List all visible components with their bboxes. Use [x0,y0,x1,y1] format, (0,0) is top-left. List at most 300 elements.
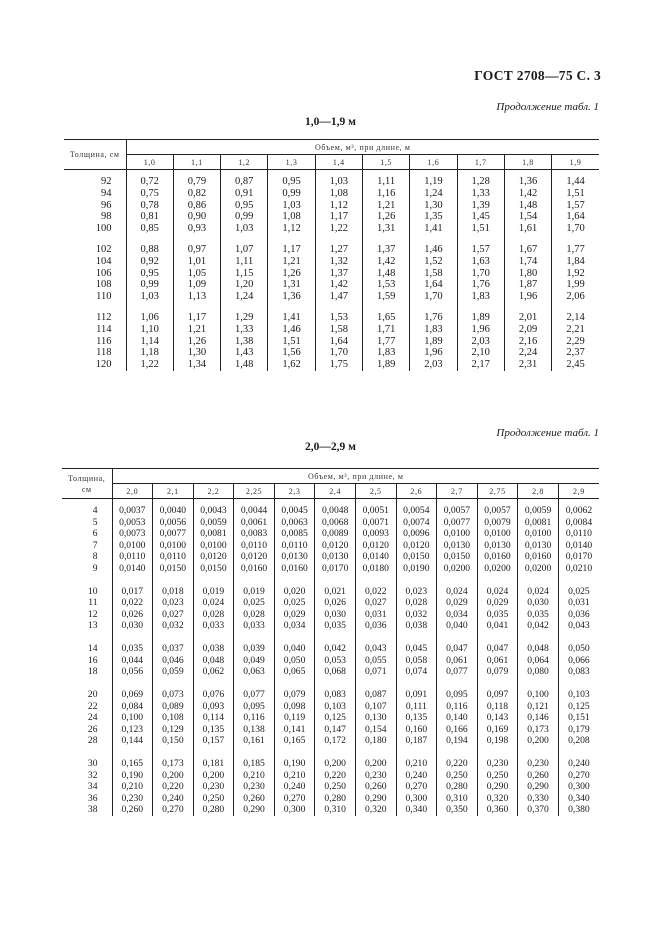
volume-cell: 0,380 [558,804,599,816]
volume-cell: 1,53 [362,279,409,291]
volume-cell: 1,24 [410,188,457,200]
volume-cell: 1,06 [126,312,173,324]
volume-cell: 0,0096 [396,528,437,540]
group-gap [62,747,112,759]
volume-cell: 1,96 [457,324,504,336]
volume-cell: 0,025 [234,597,275,609]
group-gap [518,574,559,586]
volume-cell: 0,151 [558,712,599,724]
group-gap [315,303,362,312]
volume-cell: 0,0160 [234,563,275,575]
volume-cell: 1,44 [552,170,599,188]
volume-cell: 0,169 [477,724,518,736]
group-gap [234,574,275,586]
table-row [62,735,599,747]
volume-cell: 1,99 [552,279,599,291]
volume-cell: 0,300 [274,804,315,816]
volume-cell: 0,0130 [315,551,356,563]
volume-cell: 0,0210 [558,563,599,575]
volume-cell: 0,172 [315,735,356,747]
volume-cell: 0,061 [477,655,518,667]
volume-cell: 1,32 [315,256,362,268]
volume-cell: 0,190 [274,758,315,770]
volume-cell: 0,029 [477,597,518,609]
thickness-cell: 120 [95,359,112,371]
volume-cell: 0,019 [193,586,234,598]
volume-cell: 0,0100 [477,528,518,540]
table-row [64,279,599,291]
thickness-cell: 96 [101,199,112,211]
volume-cell: 0,050 [558,643,599,655]
volume-cell: 0,0150 [153,563,194,575]
volume-cell: 0,78 [126,200,173,212]
volume-cell: 0,022 [355,586,396,598]
table-row [64,324,599,336]
group-gap [504,303,551,312]
group-gap [268,303,315,312]
header-length: 1,2 [221,155,268,170]
group-gap [457,303,504,312]
group-gap [410,235,457,244]
volume-cell: 0,230 [477,758,518,770]
group-gap [153,632,194,644]
volume-cell: 1,18 [126,347,173,359]
volume-cell: 2,03 [410,359,457,371]
volume-cell: 0,144 [112,735,153,747]
volume-cell: 0,166 [437,724,478,736]
volume-cell: 0,114 [193,712,234,724]
volume-cell: 0,022 [112,597,153,609]
group-gap [558,678,599,690]
volume-cell: 1,80 [504,268,551,280]
volume-cell: 0,370 [518,804,559,816]
volume-cell: 1,39 [457,200,504,212]
group-gap [355,632,396,644]
volume-cell: 0,019 [234,586,275,598]
group-gap [112,632,153,644]
thickness-cell: 114 [96,323,112,335]
group-gap [410,303,457,312]
volume-cell: 0,0130 [437,540,478,552]
volume-cell: 0,108 [153,712,194,724]
volume-cell: 1,59 [362,291,409,303]
volume-table-2 [62,468,599,816]
volume-cell: 0,045 [396,643,437,655]
group-gap [221,303,268,312]
group-gap [112,747,153,759]
volume-cell: 2,24 [504,347,551,359]
volume-cell: 0,290 [234,804,275,816]
group-gap [112,678,153,690]
volume-cell: 0,036 [558,609,599,621]
volume-cell: 0,79 [173,170,220,188]
volume-cell: 0,230 [112,793,153,805]
volume-cell: 0,0200 [518,563,559,575]
volume-cell: 0,320 [355,804,396,816]
volume-cell: 0,118 [477,701,518,713]
header-length: 1,7 [457,155,504,170]
volume-cell: 2,37 [552,347,599,359]
header-length: 1,1 [173,155,220,170]
volume-cell: 0,88 [126,244,173,256]
group-gap [221,235,268,244]
volume-cell: 0,147 [315,724,356,736]
table-row [64,211,599,223]
volume-cell: 0,93 [173,223,220,235]
thickness-cell: 14 [87,643,98,654]
volume-cell: 0,047 [437,643,478,655]
thickness-cell: 104 [95,255,112,267]
volume-cell: 0,079 [477,666,518,678]
volume-cell: 0,068 [315,666,356,678]
volume-cell: 1,13 [173,291,220,303]
volume-cell: 0,87 [221,170,268,188]
thickness-cell: 11 [88,597,98,608]
volume-cell: 0,116 [234,712,275,724]
thickness-cell: 22 [87,700,98,712]
volume-cell: 0,028 [234,609,275,621]
volume-cell: 0,300 [558,781,599,793]
volume-cell: 0,024 [193,597,234,609]
volume-cell: 0,180 [355,735,396,747]
volume-cell: 0,062 [193,666,234,678]
volume-cell: 0,220 [315,770,356,782]
thickness-cell: 102 [95,243,112,255]
volume-cell: 1,83 [362,347,409,359]
volume-cell: 0,135 [193,724,234,736]
volume-cell: 0,81 [126,211,173,223]
table-row [62,597,599,609]
volume-cell: 0,035 [315,620,356,632]
volume-cell: 0,86 [173,200,220,212]
table-row [64,170,599,188]
volume-cell: 0,200 [315,758,356,770]
thickness-cell: 6 [92,528,98,539]
volume-cell: 0,035 [477,609,518,621]
volume-cell: 1,83 [457,291,504,303]
group-gap [552,303,599,312]
volume-cell: 1,31 [362,223,409,235]
volume-cell: 0,103 [558,689,599,701]
volume-cell: 0,82 [173,188,220,200]
volume-cell: 1,15 [221,268,268,280]
volume-cell: 1,37 [315,268,362,280]
volume-cell: 1,84 [552,256,599,268]
group-gap [62,678,112,690]
volume-cell: 0,048 [518,643,559,655]
thickness-cell: 16 [87,654,98,666]
volume-cell: 1,03 [268,200,315,212]
header-length: 2,3 [274,484,315,499]
volume-cell: 2,16 [504,336,551,348]
volume-cell: 0,210 [234,770,275,782]
volume-cell: 0,185 [234,758,275,770]
header-length: 2,25 [234,484,275,499]
thickness-cell: 26 [87,723,98,735]
volume-cell: 0,92 [126,256,173,268]
volume-cell: 1,76 [457,279,504,291]
volume-cell: 0,91 [221,188,268,200]
volume-cell: 0,240 [274,781,315,793]
volume-cell: 0,028 [193,609,234,621]
volume-cell: 0,0081 [193,528,234,540]
volume-cell: 0,85 [126,223,173,235]
thickness-cell: 7 [92,539,98,551]
volume-cell: 1,35 [410,211,457,223]
volume-cell: 0,0100 [112,540,153,552]
group-gap [518,678,559,690]
volume-cell: 0,018 [153,586,194,598]
table-row [62,586,599,598]
volume-cell: 0,210 [274,770,315,782]
thickness-cell: 10 [87,585,98,597]
volume-cell: 1,16 [362,188,409,200]
volume-cell: 0,0100 [153,540,194,552]
continuation-label-2: Продолжение табл. 1 [496,427,599,439]
volume-cell: 0,280 [315,793,356,805]
volume-cell: 0,123 [112,724,153,736]
table-row [62,666,599,678]
volume-cell: 1,33 [457,188,504,200]
volume-cell: 0,154 [355,724,396,736]
table-row [62,655,599,667]
volume-cell: 0,037 [153,643,194,655]
group-gap [437,747,478,759]
volume-cell: 0,220 [153,781,194,793]
volume-cell: 1,58 [315,324,362,336]
volume-cell: 0,0051 [355,499,396,517]
volume-cell: 2,03 [457,336,504,348]
volume-cell: 0,97 [173,244,220,256]
group-gap [355,747,396,759]
volume-cell: 1,83 [410,324,457,336]
volume-cell: 0,75 [126,188,173,200]
volume-cell: 0,240 [153,793,194,805]
volume-cell: 1,41 [268,312,315,324]
volume-cell: 0,029 [437,597,478,609]
table-row [62,770,599,782]
volume-cell: 1,24 [221,291,268,303]
volume-cell: 1,76 [410,312,457,324]
volume-cell: 1,64 [552,211,599,223]
header-length: 1,8 [504,155,551,170]
volume-cell: 0,270 [396,781,437,793]
volume-cell: 0,061 [437,655,478,667]
volume-cell: 0,0071 [355,517,396,529]
volume-cell: 0,032 [396,609,437,621]
volume-cell: 0,027 [153,609,194,621]
volume-cell: 0,033 [234,620,275,632]
volume-cell: 1,51 [457,223,504,235]
volume-cell: 0,290 [355,793,396,805]
volume-cell: 0,0180 [355,563,396,575]
volume-cell: 1,07 [221,244,268,256]
thickness-cell: 36 [87,792,98,804]
group-gap [173,303,220,312]
thickness-cell: 98 [101,211,112,223]
group-gap [457,235,504,244]
volume-cell: 0,027 [355,597,396,609]
volume-cell: 0,165 [274,735,315,747]
group-gap [274,678,315,690]
volume-cell: 1,03 [221,223,268,235]
volume-cell: 1,96 [504,291,551,303]
volume-cell: 0,065 [274,666,315,678]
volume-cell: 0,220 [437,758,478,770]
volume-cell: 1,48 [221,359,268,371]
volume-cell: 0,90 [173,211,220,223]
volume-cell: 1,08 [268,211,315,223]
volume-cell: 0,095 [234,701,275,713]
group-gap [518,632,559,644]
table-row [62,643,599,655]
volume-cell: 0,0200 [477,563,518,575]
thickness-cell: 100 [95,223,112,235]
volume-cell: 0,038 [193,643,234,655]
table-row [62,620,599,632]
group-gap [558,632,599,644]
volume-cell: 0,0063 [274,517,315,529]
volume-cell: 0,0120 [315,540,356,552]
volume-cell: 1,56 [268,347,315,359]
volume-cell: 0,055 [355,655,396,667]
volume-cell: 0,0150 [193,563,234,575]
volume-cell: 1,67 [504,244,551,256]
volume-cell: 0,0100 [437,528,478,540]
volume-cell: 0,125 [315,712,356,724]
group-gap [126,235,173,244]
volume-cell: 1,51 [552,188,599,200]
volume-cell: 0,0130 [274,551,315,563]
volume-cell: 0,083 [315,689,356,701]
group-gap [315,747,356,759]
header-volume: Объем, м³, при длине, м [112,469,599,484]
volume-cell: 0,0061 [234,517,275,529]
group-gap [112,574,153,586]
volume-cell: 0,084 [112,701,153,713]
volume-cell: 0,0062 [558,499,599,517]
volume-cell: 0,161 [234,735,275,747]
volume-cell: 0,119 [274,712,315,724]
volume-cell: 0,049 [234,655,275,667]
volume-cell: 0,240 [558,758,599,770]
volume-cell: 0,077 [437,666,478,678]
volume-cell: 1,46 [268,324,315,336]
volume-cell: 1,20 [221,279,268,291]
volume-cell: 0,200 [518,735,559,747]
volume-cell: 0,130 [355,712,396,724]
volume-cell: 0,0077 [437,517,478,529]
volume-cell: 0,250 [193,793,234,805]
volume-cell: 0,280 [193,804,234,816]
volume-cell: 0,0044 [234,499,275,517]
group-gap [193,574,234,586]
volume-cell: 1,11 [362,170,409,188]
group-gap [437,632,478,644]
header-length: 1,9 [552,155,599,170]
volume-cell: 0,0084 [558,517,599,529]
volume-cell: 1,30 [173,347,220,359]
volume-cell: 0,025 [558,586,599,598]
volume-cell: 0,100 [518,689,559,701]
volume-cell: 2,01 [504,312,551,324]
volume-cell: 0,230 [193,781,234,793]
volume-cell: 1,22 [315,223,362,235]
volume-cell: 1,64 [315,336,362,348]
volume-cell: 0,260 [234,793,275,805]
volume-cell: 1,38 [221,336,268,348]
volume-cell: 0,095 [437,689,478,701]
volume-cell: 1,21 [173,324,220,336]
volume-cell: 0,064 [518,655,559,667]
volume-cell: 1,42 [362,256,409,268]
volume-cell: 0,030 [315,609,356,621]
volume-cell: 0,069 [112,689,153,701]
volume-cell: 1,92 [552,268,599,280]
header-length: 2,75 [477,484,518,499]
volume-cell: 0,210 [396,758,437,770]
volume-cell: 1,87 [504,279,551,291]
table-row [62,499,599,517]
volume-cell: 0,0056 [153,517,194,529]
volume-cell: 0,200 [153,770,194,782]
volume-cell: 0,0120 [355,540,396,552]
volume-cell: 0,040 [437,620,478,632]
thickness-cell: 12 [87,608,98,620]
volume-cell: 0,056 [112,666,153,678]
volume-cell: 0,72 [126,170,173,188]
volume-cell: 0,99 [268,188,315,200]
volume-cell: 2,45 [552,359,599,371]
group-gap [234,678,275,690]
volume-cell: 0,093 [193,701,234,713]
volume-cell: 0,0140 [112,563,153,575]
volume-cell: 0,0059 [518,499,559,517]
group-gap [64,303,126,312]
volume-cell: 0,047 [477,643,518,655]
volume-cell: 1,71 [362,324,409,336]
table-row [62,724,599,736]
thickness-cell: 24 [87,712,98,723]
volume-cell: 0,034 [437,609,478,621]
thickness-cell: 18 [87,666,98,677]
volume-cell: 0,044 [112,655,153,667]
volume-cell: 2,14 [552,312,599,324]
group-gap [268,235,315,244]
volume-cell: 1,57 [457,244,504,256]
group-gap [153,678,194,690]
volume-cell: 1,63 [457,256,504,268]
volume-cell: 0,0040 [153,499,194,517]
volume-cell: 0,230 [518,758,559,770]
volume-cell: 0,0110 [112,551,153,563]
volume-cell: 1,01 [173,256,220,268]
volume-cell: 0,95 [126,268,173,280]
table-row [64,256,599,268]
group-gap [193,678,234,690]
header-length: 2,9 [558,484,599,499]
volume-cell: 0,079 [274,689,315,701]
group-gap [437,678,478,690]
volume-cell: 0,340 [396,804,437,816]
volume-cell: 0,210 [112,781,153,793]
volume-cell: 0,089 [153,701,194,713]
group-gap [477,678,518,690]
group-gap [504,235,551,244]
volume-cell: 1,70 [315,347,362,359]
volume-cell: 0,260 [518,770,559,782]
volume-cell: 2,17 [457,359,504,371]
